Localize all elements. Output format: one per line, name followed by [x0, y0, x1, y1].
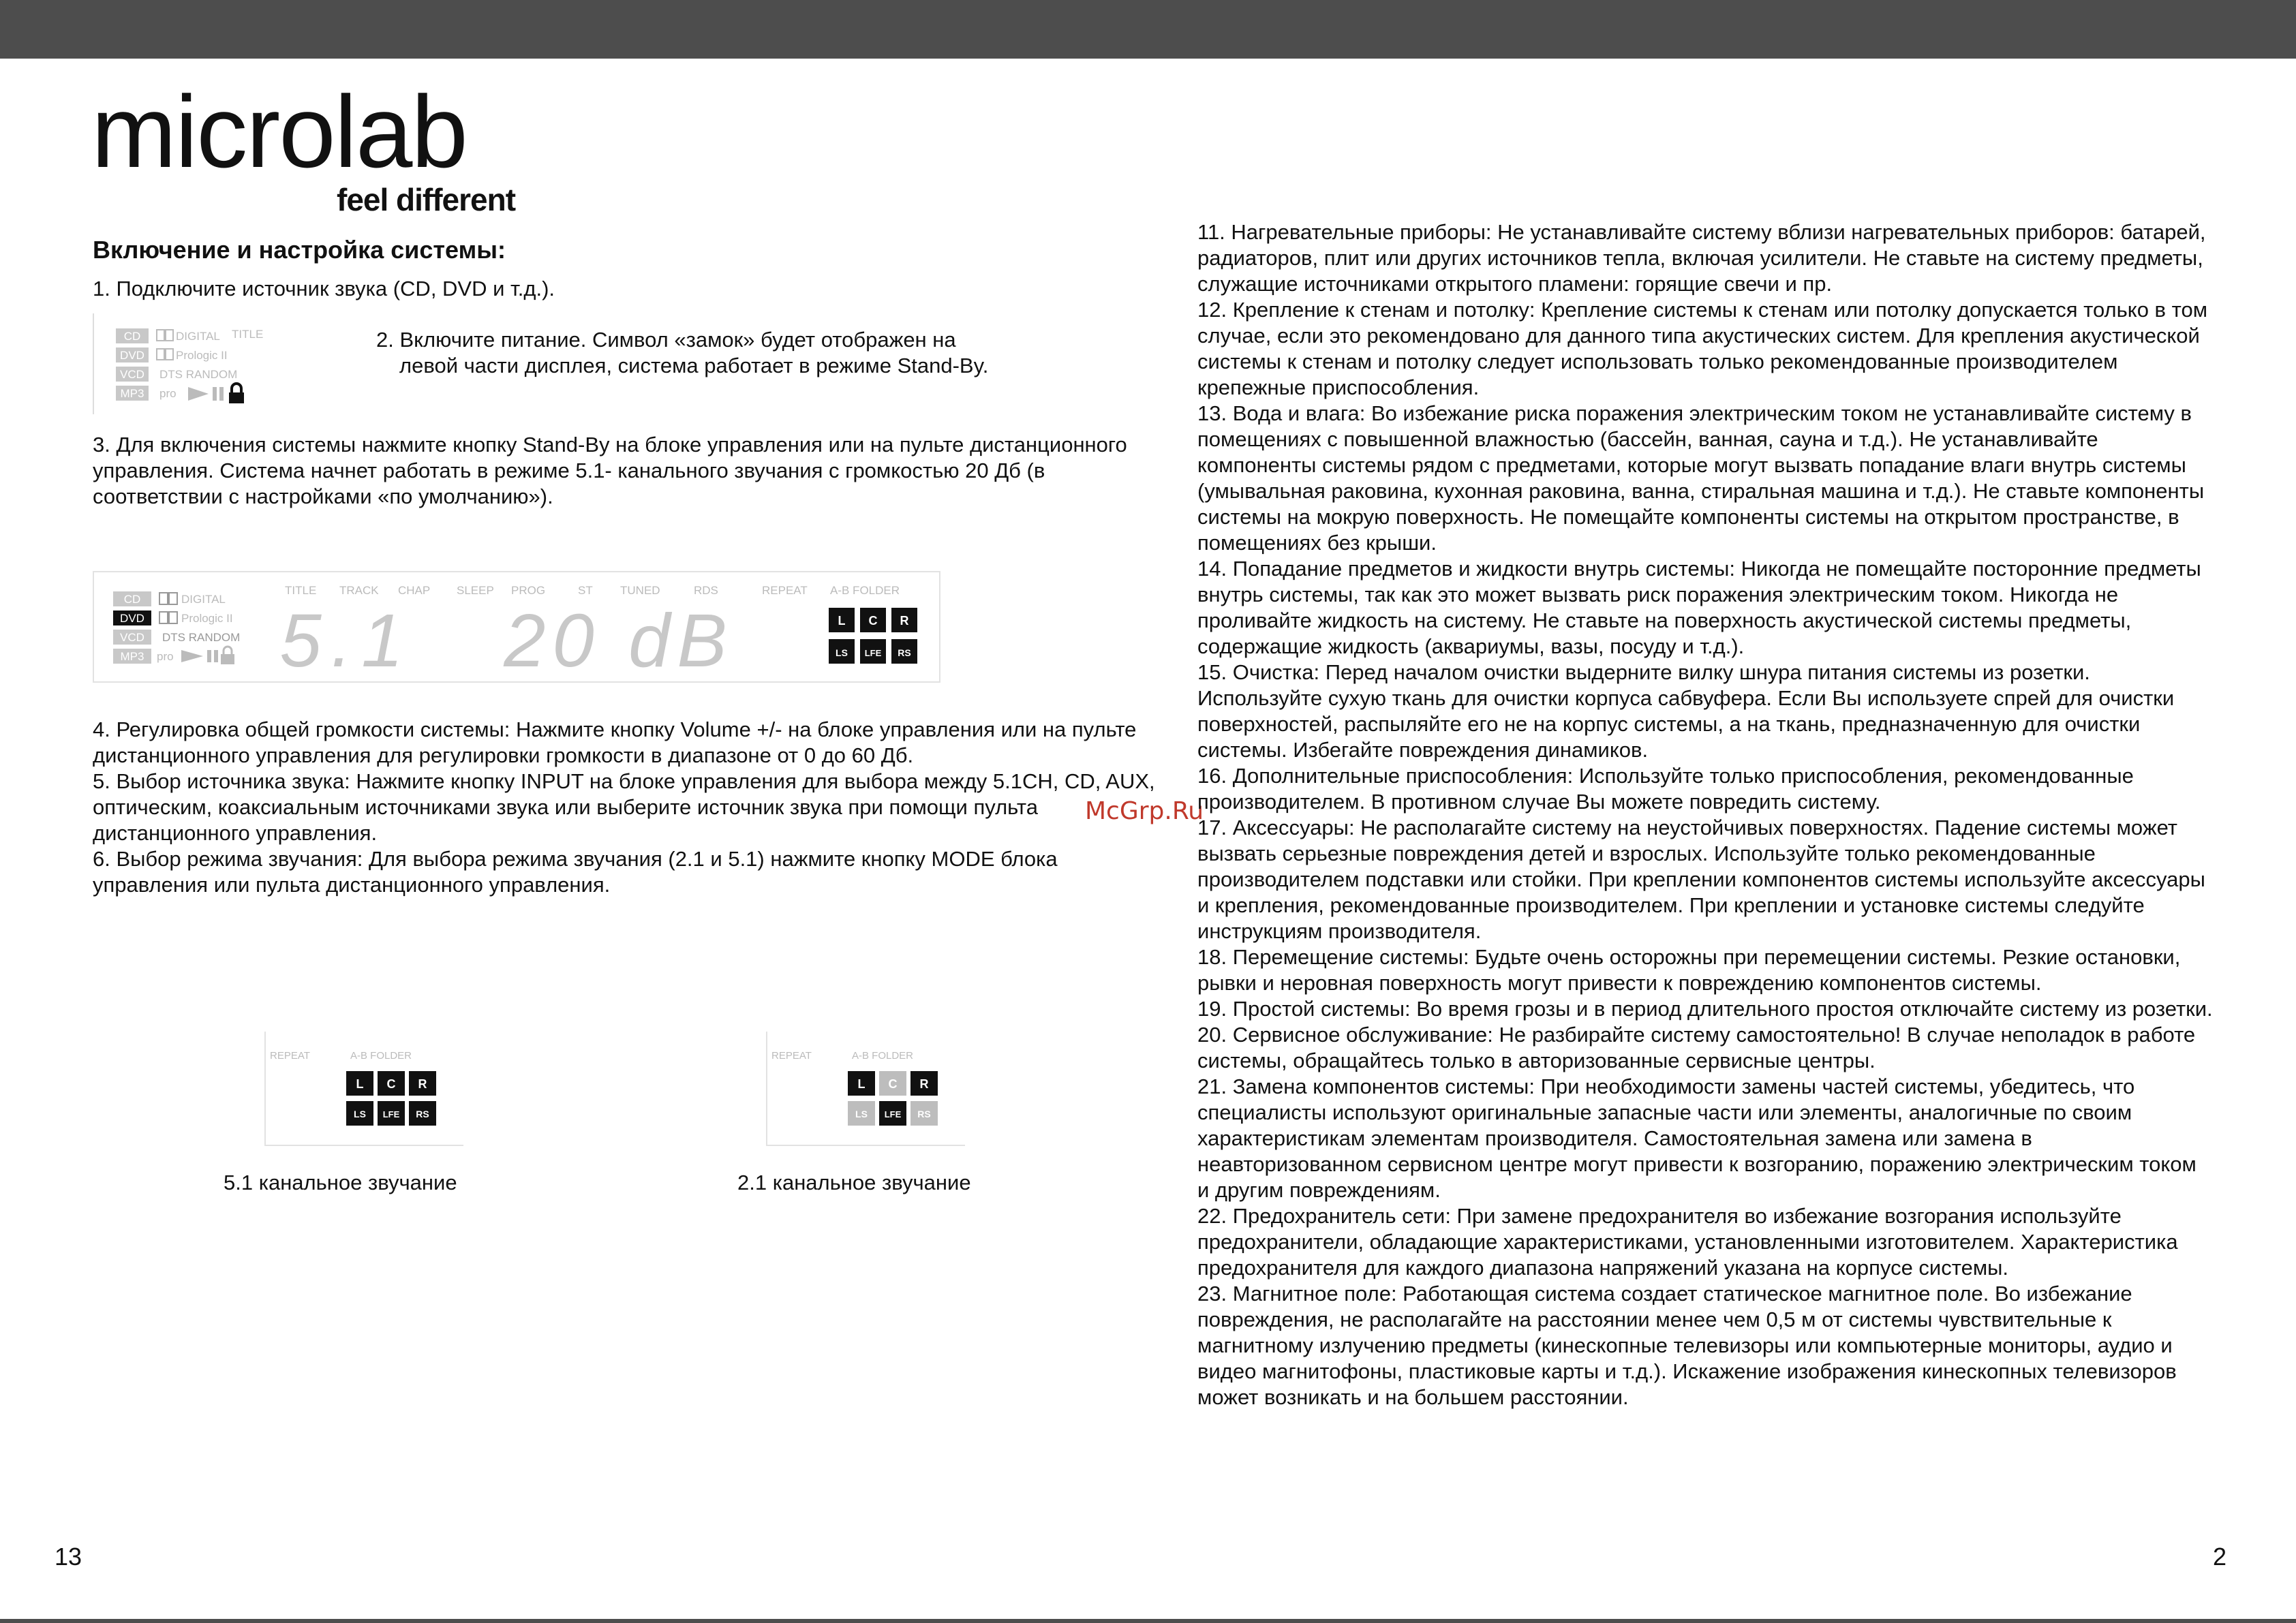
m1-c: C: [386, 1077, 396, 1091]
big-source-vcd: VCD: [120, 631, 144, 644]
m2-r: R: [919, 1077, 929, 1091]
m2-repeat: REPEAT: [771, 1050, 812, 1062]
m1-repeat: REPEAT: [270, 1050, 310, 1062]
m2-ls: LS: [855, 1109, 868, 1119]
source-vcd-label: VCD: [120, 368, 144, 381]
title-indicator: TITLE: [232, 328, 264, 341]
step-1: 1. Подключите источник звука (CD, DVD и т.д.).: [93, 277, 555, 300]
pro-label: pro: [159, 387, 177, 400]
item-14: 14. Попадание предметов и жидкости внутрь системы: Никогда не помещайте посторонние предметы внутрь системы, так как это может вызвать риск поражения электрическим током. Никогда не проливайте жидкость на систему. Не ставьте на поверхность акустической системы предметы, содержащие жидкость (аквариумы, вазы, посуду и т.д.).: [1197, 557, 2201, 658]
pause-icon: [213, 387, 217, 401]
mode-dts-label: DTS RANDOM: [159, 368, 238, 381]
m1-rs: RS: [416, 1109, 429, 1119]
ind-ab-folder: A-B FOLDER: [830, 584, 900, 597]
ind-repeat: REPEAT: [762, 584, 808, 597]
item-15: 15. Очистка: Перед началом очистки выдерните вилку шнура питания системы из розетки. Используйте сухую ткань для очистки корпуса сабвуфера. Если Вы используете спрей для очистки поверхностей, распыляйте его не на корпус системы, а на ткань, предназначенную для очистки системы. Избегайте повреждения динамиков.: [1197, 660, 2175, 762]
step-2-line-2: левой части дисплея, система работает в режиме Stand-By.: [399, 354, 989, 377]
item-16: 16. Дополнительные приспособления: Используйте только приспособления, рекомендованные производителем. В противном случае Вы можете повредить систему.: [1197, 764, 2134, 814]
mode-readout: 5.1: [279, 599, 413, 681]
m1-lfe: LFE: [382, 1109, 400, 1119]
big-pause-icon: [207, 650, 211, 662]
step-5: 5. Выбор источника звука: Нажмите кнопку INPUT на блоке управления для выбора между 5.1CH, CD, AUX, оптическим, коаксиальным источниками звука или выберите источник звука при помощи пульта дистанционного управления.: [93, 769, 1155, 845]
m1-ls: LS: [354, 1109, 366, 1119]
step-4: 4. Регулировка общей громкости системы: Нажмите кнопку Volume +/- на блоке управления или на пульте дистанционного управления для регулировки громкости в диапазоне от 0 до 60 Дб.: [93, 717, 1137, 767]
step-2-line-1: 2. Включите питание. Символ «замок» будет отображен на: [376, 328, 956, 352]
play-icon: [188, 387, 209, 401]
m1-l: L: [356, 1077, 364, 1091]
ind-sleep: SLEEP: [457, 584, 494, 597]
big-source-dvd: DVD: [120, 612, 144, 625]
main-display-illustration: [93, 571, 940, 683]
m1-ab-folder: A-B FOLDER: [350, 1050, 412, 1062]
m2-l: L: [857, 1077, 866, 1091]
m2-lfe: LFE: [884, 1109, 902, 1119]
ind-track: TRACK: [339, 584, 379, 597]
spk-l: L: [838, 614, 846, 628]
item-19: 19. Простой системы: Во время грозы и в период длительного простоя отключайте систему из розетки.: [1197, 997, 2213, 1021]
section-heading: Включение и настройка системы:: [93, 236, 506, 264]
big-mode-digital: DIGITAL: [181, 593, 226, 606]
m1-r: R: [418, 1077, 427, 1091]
page-number-right: 2: [2213, 1543, 2227, 1571]
steps-4-6: [93, 717, 1156, 898]
mode-digital-label: DIGITAL: [176, 330, 220, 343]
item-18: 18. Перемещение системы: Будьте очень осторожны при перемещении системы. Резкие остановки, рывки и неровная поверхность могут привести к повреждению компонентов системы.: [1197, 945, 2181, 995]
m2-rs: RS: [917, 1109, 931, 1119]
ind-title: TITLE: [285, 584, 317, 597]
item-17: 17. Аксессуары: Не располагайте систему на неустойчивых поверхностях. Падение системы может вызвать серьезные повреждения детей и взрослых. Используйте только рекомендованные производителем подставки или стойки. При креплении компонентов системы используйте аксессуары и крепления, рекомендованные производителем. При креплении и установке системы следуйте инструкциям производителя.: [1197, 816, 2205, 943]
mode-prologic-label: Prologic II: [176, 349, 228, 362]
speaker-grid: [829, 608, 917, 664]
safety-instructions: [1197, 219, 2213, 1410]
spk-lfe: LFE: [864, 648, 882, 658]
standby-display-illustration: [93, 313, 278, 414]
mode-51-illustration: [264, 1032, 463, 1146]
big-pro-label: pro: [157, 650, 174, 663]
ind-tuned: TUNED: [620, 584, 660, 597]
watermark: McGrp.Ru: [1085, 797, 1204, 825]
item-12: 12. Крепление к стенам и потолку: Крепление системы к стенам или потолку допускается только в том случае, если это рекомендовано для данного типа акустических систем. Для крепления акустической системы к стенам и потолку следует использовать только рекомендованные производителем крепежные приспособления.: [1197, 298, 2208, 399]
volume-readout: 20 dB: [504, 599, 734, 681]
lock-icon: [229, 384, 244, 403]
item-22: 22. Предохранитель сети: При замене предохранителя во избежание возгорания используйте предохранители, обладающие характеристиками, установленными изготовителем. Характеристика предохранителя для каждого диапазона напряжений указана на корпусе системы.: [1197, 1204, 2178, 1280]
brand-tagline: feel different: [337, 182, 516, 217]
big-lock-icon: [221, 647, 234, 664]
item-21: 21. Замена компонентов системы: При необходимости замены частей системы, убедитесь, что специалисты используют оригинальные запасные части или элементы, аналогичные по своим характеристикам элементам производителя. Самостоятельная замена или замена в неавторизованном сервисном центре могут привести к возгоранию, поражению электрическим током и другим повреждениям.: [1197, 1075, 2196, 1202]
ind-rds: RDS: [694, 584, 718, 597]
source-dvd-label: DVD: [120, 349, 144, 362]
spk-ls: LS: [836, 647, 848, 658]
ind-st: ST: [578, 584, 593, 597]
step-3: 3. Для включения системы нажмите кнопку Stand-By на блоке управления или на пульте дистанционного управления. Система начнет работать в режиме 5.1- канального звучания с громкостью 20 Дб (в соответствии с настройками «по умолчанию»).: [93, 433, 1127, 508]
step-6: 6. Выбор режима звучания: Для выбора режима звучания (2.1 и 5.1) нажмите кнопку MODE блока управления или пульта дистанционного управления.: [93, 847, 1058, 897]
bottom-bar: [0, 1619, 2296, 1623]
big-source-mp3: MP3: [120, 650, 144, 663]
big-mode-dts: DTS RANDOM: [162, 631, 241, 644]
big-source-cd: CD: [123, 593, 141, 606]
big-play-icon: [181, 650, 203, 662]
top-bar: [0, 0, 2296, 59]
item-23: 23. Магнитное поле: Работающая система создает статическое магнитное поле. Во избежание повреждения, не располагайте на расстоянии менее чем 0,5 м от системы чувствительные к магнитному излучению предметы (кинескопные телевизоры или компьютерные мониторы, аудио и видео магнитофоны, пластиковые карты и т.д.). Искажение изображения кинескопных телевизоров может возникать и на большем расстоянии.: [1197, 1282, 2177, 1409]
spk-rs: RS: [898, 647, 911, 658]
source-mp3-label: MP3: [120, 387, 144, 400]
page-number-left: 13: [55, 1543, 82, 1571]
item-13: 13. Вода и влага: Во избежание риска поражения электрическим током не устанавливайте систему в помещениях с повышенной влажностью (бассейн, ванная, сауна и т.д.). Не устанавливайте компоненты системы рядом с предметами, которые могут вызвать попадание влаги внутрь системы (умывальная раковина, кухонная раковина, ванна, стиральная машина и т.д.). Не ставьте компоненты системы на мокрую поверхность. Не помещайте компоненты системы на открытом пространстве, в помещениях без крыши.: [1197, 401, 2205, 555]
m2-ab-folder: A-B FOLDER: [852, 1050, 914, 1062]
step-2: [376, 327, 1092, 379]
brand-logo: microlab: [91, 74, 467, 189]
ind-prog: PROG: [511, 584, 546, 597]
mode-21-illustration: [766, 1032, 965, 1146]
spk-c: C: [868, 614, 878, 628]
item-20: 20. Сервисное обслуживание: Не разбирайте систему самостоятельно! В случае неполадок в работе системы, обращайтесь только в авторизованные сервисные центры.: [1197, 1023, 2196, 1072]
ind-chap: CHAP: [398, 584, 431, 597]
caption-21: 2.1 канальное звучание: [737, 1171, 971, 1194]
source-cd-label: CD: [123, 330, 141, 343]
spk-r: R: [900, 614, 909, 628]
caption-51: 5.1 канальное звучание: [224, 1171, 457, 1194]
item-11: 11. Нагревательные приборы: Не устанавливайте систему вблизи нагревательных приборов: батарей, радиаторов, плит или других источников тепла, включая усилители. Не ставьте на систему предметы, служащие источниками открытого пламени: горящие свечи и пр.: [1197, 220, 2206, 296]
m2-c: C: [888, 1077, 898, 1091]
big-mode-prologic: Prologic II: [181, 612, 233, 625]
